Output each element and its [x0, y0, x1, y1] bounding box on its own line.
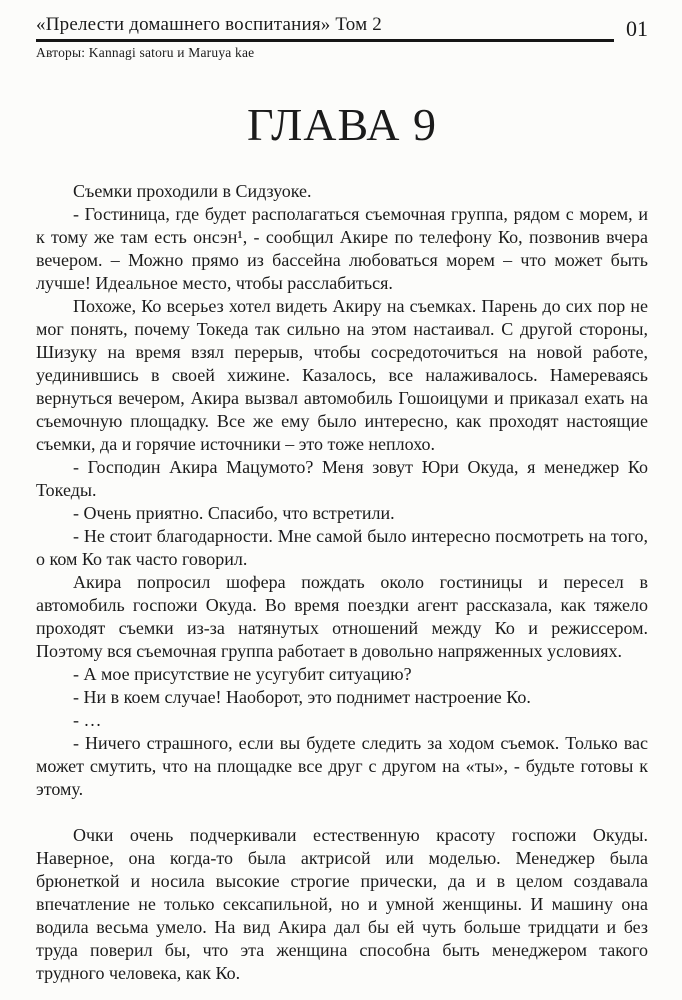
authors-line: Авторы: Kannagi satoru и Maruya kae — [36, 45, 255, 60]
paragraph: - Очень приятно. Спасибо, что встретили. — [73, 503, 395, 523]
book-title: «Прелести домашнего воспитания» Том 2 — [36, 14, 614, 42]
paragraph: - Не стоит благодарности. Мне самой было интересно посмотреть на того, о ком Ко так часто говорил. — [36, 526, 648, 569]
paragraph: - … — [73, 710, 102, 730]
header-row — [36, 14, 648, 42]
chapter-title: ГЛАВА 9 — [246, 99, 438, 150]
paragraph: - Господин Акира Мацумото? Меня зовут Юри Окуда, я менеджер Ко Токеды. — [36, 457, 648, 500]
paragraph: Похоже, Ко всерьез хотел видеть Акиру на съемках. Парень до сих пор не мог понять, почему Токеда так сильно на этом настаивал. С другой стороны, Шизуку на время взял перерыв, чтобы сосредоточиться на новой работе, уединившись в своей хижине. Казалось, все налаживалось. Намереваясь вернуться вечером, Акира вызвал автомобиль Гошоицуми и приказал ехать на съемочную площадку. Все же ему было интересно, как проходят настоящие съемки, да и горячие источники – это тоже неплохо. — [36, 296, 648, 454]
paragraph: Съемки проходили в Сидзуоке. — [73, 181, 312, 201]
paragraph: - А мое присутствие не усугубит ситуацию? — [73, 664, 412, 684]
paragraph: - Ни в коем случае! Наоборот, это поднимет настроение Ко. — [73, 687, 531, 707]
chapter-text — [36, 180, 648, 985]
paragraph: - Гостиница, где будет располагаться съемочная группа, рядом с морем, и к тому же там есть онсэн¹, - сообщил Акире по телефону Ко, позвонив вчера вечером. – Можно прямо из бассейна любоваться морем – что может быть лучше! Идеальное место, чтобы расслабиться. — [36, 204, 648, 293]
paragraph: Акира попросил шофера пождать около гостиницы и пересел в автомобиль госпожи Окуда. Во время поездки агент рассказала, как тяжело проходят съемки из-за натянутых отношений между Ко и режиссером. Поэтому вся съемочная группа работает в довольно напряженных условиях. — [36, 572, 648, 661]
page-header — [36, 14, 648, 61]
paragraph: Очки очень подчеркивали естественную красоту госпожи Окуды. Наверное, она когда-то была актрисой или моделью. Менеджер была брюнеткой и носила высокие строгие прически, да и в целом создавала впечатление не только сексапильной, но и умной женщины. И машину она водила весьма умело. На вид Акира дал бы ей чуть больше тридцати и без труда поверил бы, что эта женщина способна быть менеджером такого трудного человека, как Ко. — [36, 825, 648, 983]
paragraph: - Ничего страшного, если вы будете следить за ходом съемок. Только вас может смутить, что на площадке все друг с другом на «ты», - будьте готовы к этому. — [36, 733, 648, 799]
page-number: 01 — [626, 16, 648, 41]
